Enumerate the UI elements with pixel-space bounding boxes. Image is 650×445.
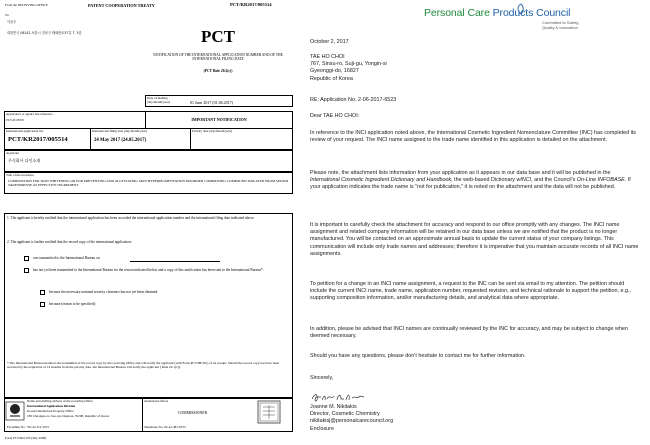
letter-paragraph-6: Should you have any questions, please don't hesitate to contact me for further information. xyxy=(310,353,526,359)
option-2-label: has not yet been transmitted to the International Bureau for the reason indicated below and a copy of this notification has been sent to the International Bureau*: xyxy=(33,268,264,272)
priority-label: Priority date (day/month/year) xyxy=(192,129,233,133)
intl-filing-label: International filing date (day/month/year) xyxy=(92,129,147,133)
form-number: Form PCT/RO/105 (July 2008) xyxy=(5,436,47,440)
officer-label: Authorized officer xyxy=(144,399,169,403)
pcpc-logo xyxy=(424,3,646,33)
option-2b-label: because (reason to be specified): xyxy=(49,302,96,306)
para-2: 2. The applicant is further notified that the record copy of the international application: xyxy=(7,240,132,244)
pcpc-letter xyxy=(300,0,650,445)
pct-rule: (PCT Rule 20.2(c)) xyxy=(203,69,233,73)
letter-salutation: Dear TAE HO CHOI: xyxy=(310,113,360,119)
recipient-address: TAE HO CHOI 767, Sinsu-ro, Suji-gu, Yongin-si Gyeonggi-do, 16827 Republic of Korea xyxy=(310,54,387,82)
ro-label: Name and mailing address of the receiving Office xyxy=(27,399,93,403)
logo-swirl-icon xyxy=(516,3,526,15)
letter-closing: Sincerely, xyxy=(310,375,334,381)
option-2a-checkbox[interactable] xyxy=(40,290,45,295)
logo-wordmark: Personal Care Products Council xyxy=(424,7,571,19)
letter-date: October 2, 2017 xyxy=(310,39,349,45)
applicant-label: Applicant xyxy=(6,151,20,155)
letter-paragraph-5: In addition, please be advised that INCI names are continually reviewed by the INC for accuracy, and may be subject to change when deemed necessary. xyxy=(310,326,628,340)
ro-line-3: 189 Cheongsa-ro, Seo-gu, Daejeon, 35208, Republic of Korea xyxy=(27,414,110,418)
letter-paragraph-2: Please note, the attachment lists information from your application as it appears in our data base and it will be published in the International Cosmetic Ingredient Dictionary and Handbook, the web-based Dictionary wINCI, and the Council's On-Line INFOBASE. If your application indicates the trade name is "not for publication," it is noted on the attachment and the data will not be published. xyxy=(310,170,631,191)
signatory-block: Joanne M. Nikitakis Director, Cosmetic Chemistry nikitakisj@personalcarecouncil.org Enclosure xyxy=(310,404,394,432)
important-label: IMPORTANT NOTIFICATION xyxy=(191,117,247,122)
file-ref-label: Applicant's or agent's file reference xyxy=(6,112,53,116)
invention-label: Title of the invention xyxy=(6,173,34,177)
intl-filing-value: 24 May 2017 (24.05.2017) xyxy=(94,138,147,143)
invention-value: COMPOSITION FOR SKIN WHITENING OR FOR PREVENTING AND ALLEVIATING SKIN HYPERPIGMENTATION DISORDER COMPRISING COMPOUND ISOLATED FROM SEDUM TAKESIMENSE AS EFFECTIVE INGREDIENT xyxy=(8,179,289,188)
official-seal-icon xyxy=(250,400,290,424)
footnote: * The International Bureau monitors the transmittal of the record copy by the receiving Office and will notify the applicant (with Form PCT/IB/301) of its receipt. Should the record copy not have been received by the expiration of 14 months from the priority date, the International Bureau will notify the applicant ( Rule 22.1(c)). xyxy=(7,361,280,370)
date-mailing-value: 01 June 2017 (01.06.2017) xyxy=(190,100,233,105)
pct-big-title: PCT xyxy=(201,27,235,46)
to-label: To: xyxy=(5,13,10,17)
letter-paragraph-4: To petition for a change in an INCI name assignment, a request to the INC can be sent via email to my attention. The petition should include the current INCI name, trade name, application number, requested revision, and technical rationale to support the petition, e.g., supporting composition information, and/or manufacturing details, and analytical data where appropriate. xyxy=(310,281,631,302)
notification-title: NOTIFICATION OF THE INTERNATIONAL APPLICATION NUMBER AND OF THE INTERNATIONAL FILING DATE xyxy=(153,53,283,62)
officer-value: COMMISSIONER xyxy=(178,411,208,415)
telephone-number: Telephone No. 82-42-481-8753 xyxy=(144,425,186,429)
ro-line-2: Korean Intellectual Property Office xyxy=(27,409,74,413)
letter-paragraph-1: In reference to the INCI application noted above, the International Cosmetic Ingredient Nomenclature Committee (INC) has completed its review of your request. The INCI name assigned to the trade name identified in this application is detailed on the attachment. xyxy=(310,130,636,144)
file-ref-value: PCT-D17009 xyxy=(6,118,24,122)
ro-line-1: International Application Division xyxy=(27,404,76,408)
intl-app-no-label: International application No. xyxy=(6,129,44,133)
date-mailing-label: Date of mailing (day/month/year) xyxy=(147,96,170,105)
treaty-title: PATENT COOPERATION TREATY xyxy=(88,3,155,8)
to-name: 이준우 xyxy=(7,20,17,24)
from-label: From the RECEIVING OFFICE xyxy=(5,3,48,7)
para-1: 1. The applicant is hereby notified that the international application has been accorded the international application number and the international filing date indicated above. xyxy=(7,216,255,220)
letter-re-line: RE: Application No. 2-06-2017-6523 xyxy=(310,97,397,103)
applicant-value: 주식회사 다인소재 xyxy=(8,158,41,163)
intl-app-no-value: PCT/KR2017/005514 xyxy=(8,136,68,143)
handwritten-signature xyxy=(310,391,370,403)
option-1-checkbox[interactable] xyxy=(24,256,29,261)
kipo-emblem-icon xyxy=(5,401,25,421)
pct-form xyxy=(0,0,296,445)
option-2-checkbox[interactable] xyxy=(24,268,29,273)
option-1-label: was transmitted to the International Bureau on xyxy=(33,256,100,260)
logo-tagline: Committed to Safety, Quality & Innovation xyxy=(542,20,580,30)
option-2a-label: because the necessary national security clearance has not yet been obtained. xyxy=(49,290,159,294)
to-address: 대한민국 06142 서울시 강남구 테헤란로37길 7, 3층 xyxy=(7,31,82,35)
option-2b-checkbox[interactable] xyxy=(40,302,45,307)
applicant-box xyxy=(4,150,293,172)
letter-paragraph-3: It is important to carefully check the attachment for accuracy and respond to our office promptly with any changes. The INCI name assignment and related company information will be retained in our data base unless we are notified that the product is no longer manufactured. You will be contacted on an approximate annual basis to update the current status of your company listings. This communication will include only trade names and addresses; therefore it is imperative that you maintain accurate records of all INCI name assignments. xyxy=(310,222,639,257)
ref-top: PCT/KR2017/005514 xyxy=(230,2,272,7)
fax-number: Facsimile No. +82 42 472 3473 xyxy=(7,425,49,429)
